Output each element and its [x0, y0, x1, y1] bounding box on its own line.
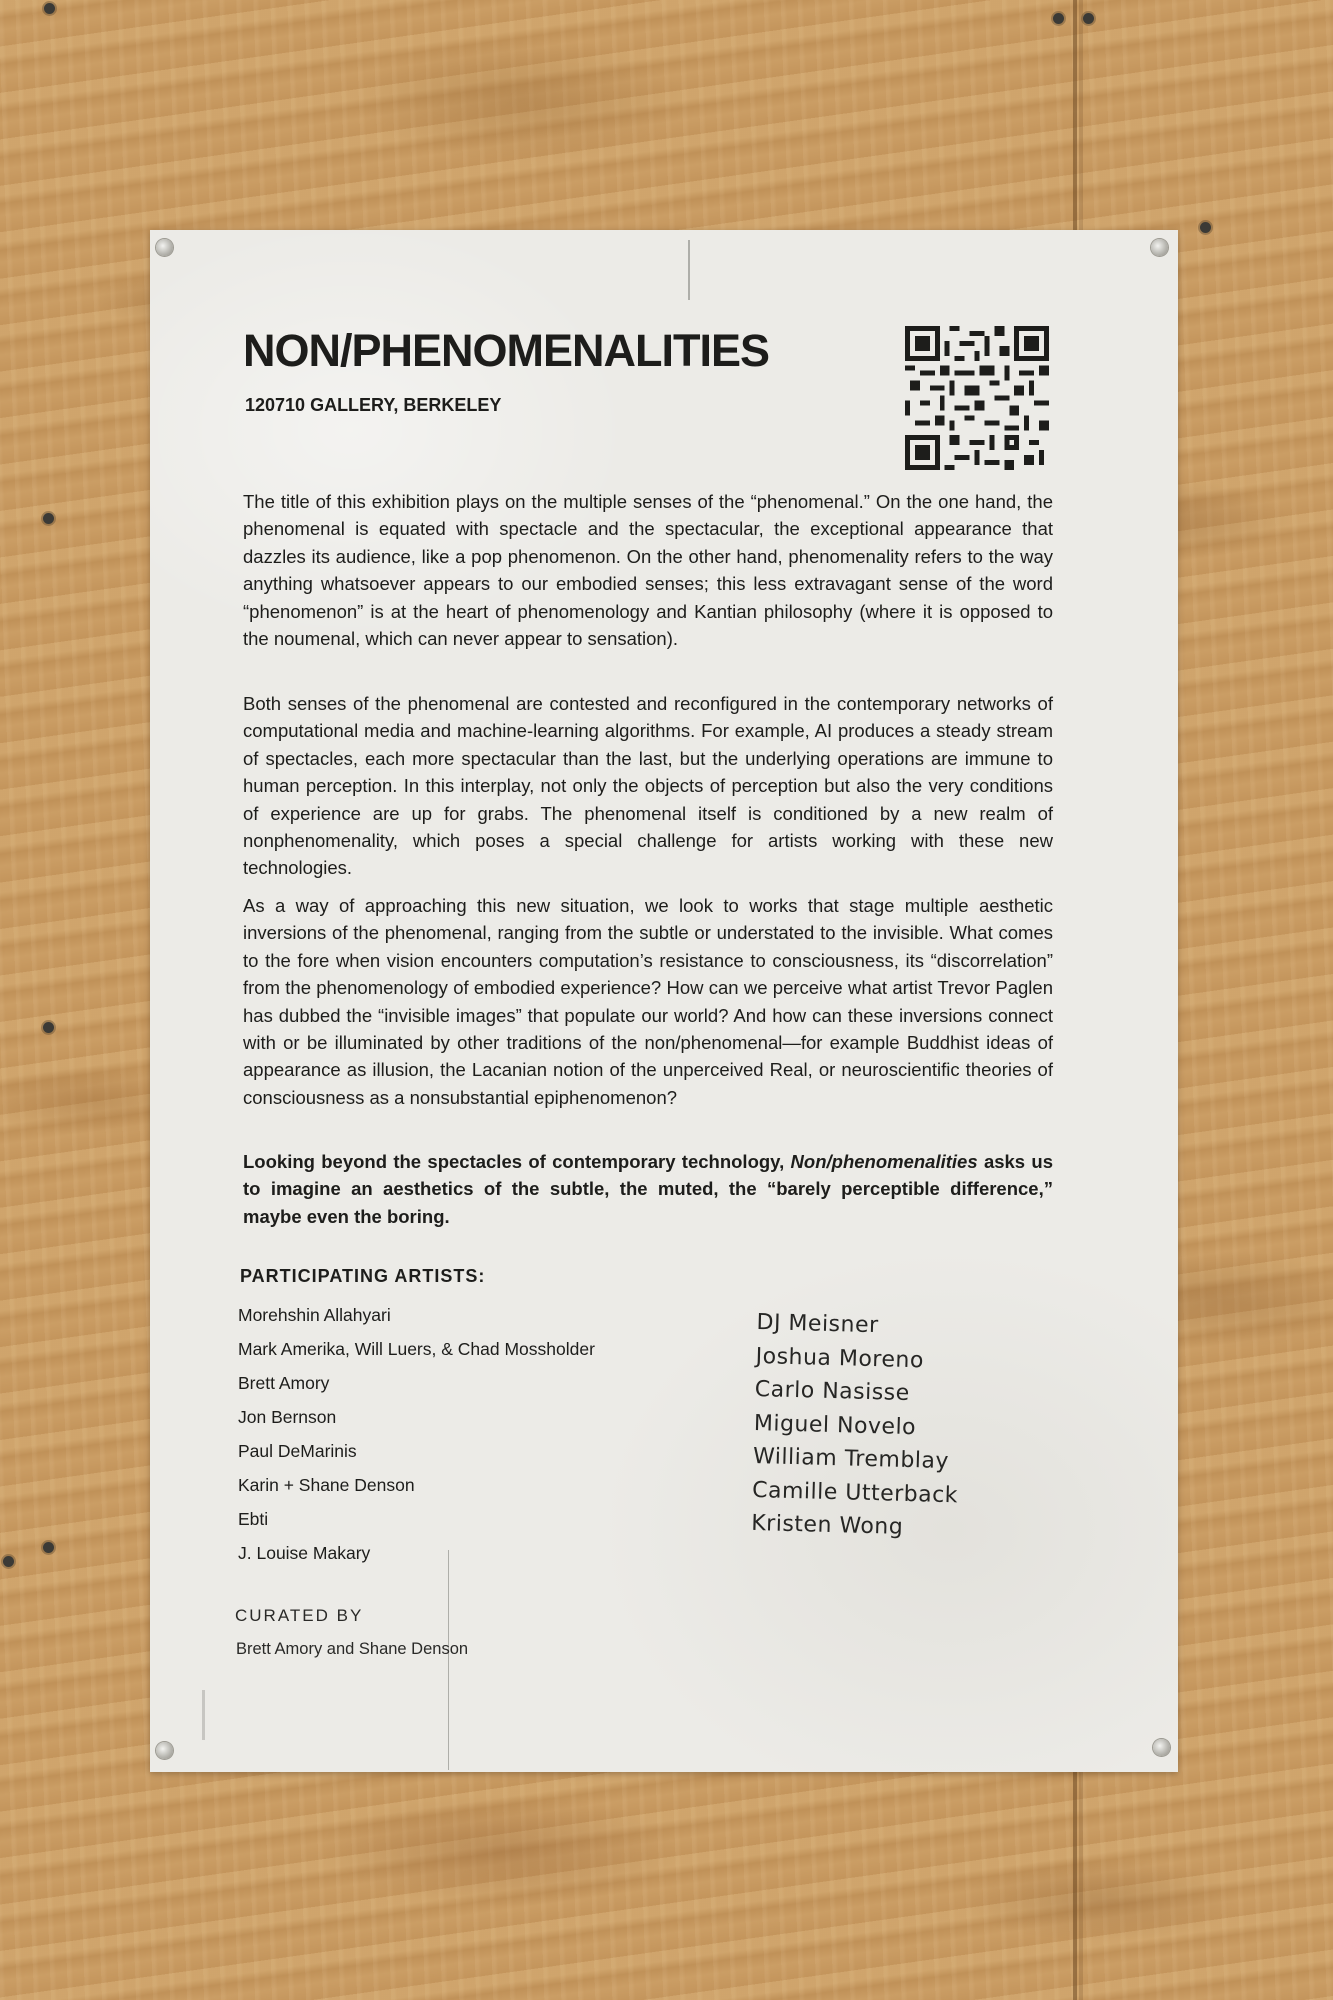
poster-title: NON/PHENOMENALITIES [243, 325, 770, 376]
body-paragraph: Both senses of the phenomenal are contested and reconfigured in the contemporary networks of computational media and machine-learning algorithms. For example, AI produces a steady stream of spectacles, each more spectacular than the last, but the underlying operations are immune to human perception. In this interplay, not only the objects of perception but also the very conditions of experience are up for grabs. The phenomenal itself is conditioned by a new realm of nonphenomenality, which poses a special challenge for artists working with these new technologies. [243, 693, 1053, 879]
artist-name-handwritten: William Tremblay [752, 1443, 950, 1475]
artist-name-handwritten: Carlo Nasisse [754, 1376, 911, 1407]
nail [1053, 13, 1064, 24]
nail [43, 1542, 54, 1553]
curator-names: Brett Amory and Shane Denson [236, 1640, 469, 1658]
artist-name-handwritten: Kristen Wong [750, 1510, 904, 1540]
artist-name: Karin + Shane Denson [238, 1475, 415, 1495]
participating-artists-heading: PARTICIPATING ARTISTS: [240, 1266, 486, 1286]
closing-text-end: asks us to imagine an aesthetics of the subtle, the muted, the “barely perceptible difference,” maybe even the boring. [243, 1151, 1053, 1227]
artist-name: Paul DeMarinis [238, 1441, 357, 1461]
printed-artist-list [238, 1298, 595, 1570]
scratch-mark [202, 1690, 205, 1740]
exhibition-name-italic: Non/phenomenalities [790, 1151, 978, 1172]
screw [156, 239, 173, 256]
closing-paragraph [243, 1148, 1053, 1230]
artist-name-handwritten: Miguel Novelo [753, 1410, 917, 1440]
exhibition-poster [150, 230, 1178, 1772]
nail [1200, 222, 1211, 233]
artist-name: Morehshin Allahyari [238, 1305, 391, 1325]
screw [1153, 1739, 1170, 1756]
closing-text-start: Looking beyond the spectacles of contemporary technology, [243, 1151, 791, 1172]
artist-name: J. Louise Makary [238, 1543, 371, 1563]
artist-name: Ebti [238, 1509, 269, 1529]
artist-name-handwritten: Joshua Moreno [755, 1343, 925, 1373]
nail [43, 1022, 54, 1033]
nail [43, 513, 54, 524]
artist-name-handwritten: DJ Meisner [756, 1309, 879, 1339]
artist-name: Mark Amerika, Will Luers, & Chad Mossholder [238, 1339, 595, 1359]
screw [156, 1742, 173, 1759]
body-paragraph: As a way of approaching this new situation, we look to works that stage multiple aesthetic inversions of the phenomenal, ranging from the subtle or understated to the invisible. What comes to the fore when vision encounters computation’s resistance to consciousness, its “discorrelation” from the phenomenology of embodied experience? How can we perceive what artist Trevor Paglen has dubbed the “invisible images” that populate our world? And how can these inversions connect with or be illuminated by other traditions of the non/phenomenal—for example Buddhist ideas of appearance as illusion, the Lacanian notion of the unperceived Real, or neuroscientific theories of consciousness as a nonsubstantial epiphenomenon? [243, 895, 1053, 1108]
nail [44, 3, 55, 14]
artist-name: Jon Bernson [238, 1407, 337, 1427]
artist-name-handwritten: Camille Utterback [751, 1477, 959, 1508]
scratch-mark [688, 240, 690, 300]
qr-code-icon [905, 326, 1049, 470]
nail [3, 1556, 14, 1567]
artist-name: Brett Amory [238, 1373, 330, 1393]
venue: 120710 GALLERY, BERKELEY [245, 395, 502, 415]
handwritten-artist-list [751, 1306, 963, 1546]
curated-by-heading: CURATED BY [235, 1606, 364, 1625]
intro-paragraph: The title of this exhibition plays on the multiple senses of the “phenomenal.” On the one hand, the phenomenal is equated with spectacle and the spectacular, the exceptional appearance that dazzles its audience, like a pop phenomenon. On the other hand, phenomenality refers to the way anything whatsoever appears to our embodied senses; this less extravagant sense of the word “phenomenon” is at the heart of phenomenology and Kantian philosophy (where it is opposed to the noumenal, which can never appear to sensation). [243, 491, 1053, 650]
screw [1151, 239, 1168, 256]
scratch-mark [448, 1550, 449, 1770]
nail [1083, 13, 1094, 24]
